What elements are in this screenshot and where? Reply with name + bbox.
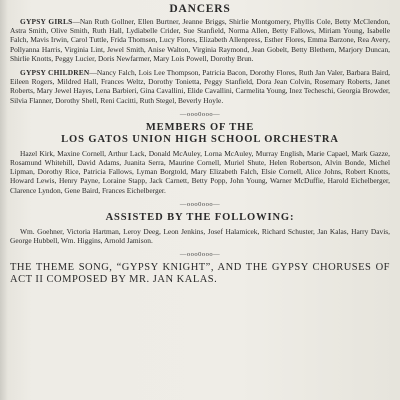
gypsy-children-paragraph	[10, 68, 390, 105]
gypsy-girls-names: —Nan Ruth Gollner, Ellen Burtner, Jeanne Briggs, Shirlie Montgomery, Phyllis Cole, Betty McClendon, Astra Smith, Olive Smith, Ruth Hall, Lydiabelle Crider, Sue Stanfield, Norma Allen, Betty Fallows, Miriam Young, Isabelle Falch, Mavis Irwin, Carol Tuttle, Frida Thomsen, Lucy Flores, Elizabeth Allenpress, Esther Flores, Emma Barzone, Rea Avery, Pollyanna Harris, Virginia Lint, Jewel Smith, Anise Walton, Virginia Raymond, Jean Gobelt, Betty Blethem, Marjory Duncan, Shirlie Knotts, Peggy Lucier, Doris Newfarmer, Mary Lois Powell, Dorothy Brun.	[10, 17, 390, 63]
dancers-heading: DANCERS	[169, 3, 231, 15]
gypsy-children-names: —Nancy Falch, Lois Lee Thompson, Patricia Bacon, Dorothy Flores, Ruth Jan Valer, Barbara Baird, Eileen Rogers, Mildred Hall, Frances Weltz, Dorothy Tonietta, Peggy Stanfield, Dora Jean Colvin, Rosemary Roberts, Janet Roberts, Mary Jewel Hayes, Lena Barbieri, Gina Cavallini, Elide Cavallini, Carmelita Young, Inez Techeschi, Georgia Browder, Silvia Flanner, Dorothy Shell, Reni Cacitti, Ruth Stegel, Beverly Hoyle.	[10, 68, 390, 105]
assisted-names: Wm. Goehner, Victoria Hartman, Leroy Deeg, Leon Jenkins, Josef Halamicek, Richard Schuster, Jan Kalas, Harry Davis, George Hubbell, Wm. Higgins, Arnold Jamison.	[10, 226, 390, 246]
orchestra-names: Hazel Kirk, Maxine Cornell, Arthur Lack, Donald McAuley, Lorna McAuley, Murray English, Marie Capael, Mark Gazze, Rosamund Whitehill, David Adams, Juanita Serra, Maurine Cornell, Muriel Shute, Helen Robertson, Alvin Bonde, Michel Lipman, Dorothy Rice, Patricia Fallows, Lyman Borgtold, Mary Elizabeth Falch, Elsie Cornell, Alice Johns, Robert Knotts, Howard Lewis, Henry Payne, Loraine Stapp, Jack Carnett, Betty Popp, John Young, Warner McDuffie, Harold Eichelberger, Clarence Lyndon, Gene Baird, Frances Eichelberger.	[10, 148, 390, 195]
gypsy-girls-paragraph	[10, 17, 390, 63]
gypsy-girls-label: GYPSY GIRLS	[20, 17, 73, 26]
page-gutter-shadow	[0, 0, 8, 400]
section-divider-2: —ooo0ooo—	[179, 200, 221, 208]
section-divider-3: —ooo0ooo—	[179, 251, 221, 259]
gypsy-children-label: GYPSY CHILDREN	[20, 68, 90, 78]
assisted-heading: ASSISTED BY THE FOLLOWING:	[105, 211, 295, 223]
orchestra-heading-line-1: MEMBERS OF THE	[145, 121, 255, 133]
section-divider-1: —ooo0ooo—	[179, 110, 221, 118]
orchestra-heading-line-2: LOS GATOS UNION HIGH SCHOOL ORCHESTRA	[61, 133, 339, 145]
theme-song-credit: THE THEME SONG, “GYPSY KNIGHT”, AND THE GYPSY CHORUSES OF ACT II COMPOSED BY MR. JAN KALAS.	[10, 262, 390, 286]
